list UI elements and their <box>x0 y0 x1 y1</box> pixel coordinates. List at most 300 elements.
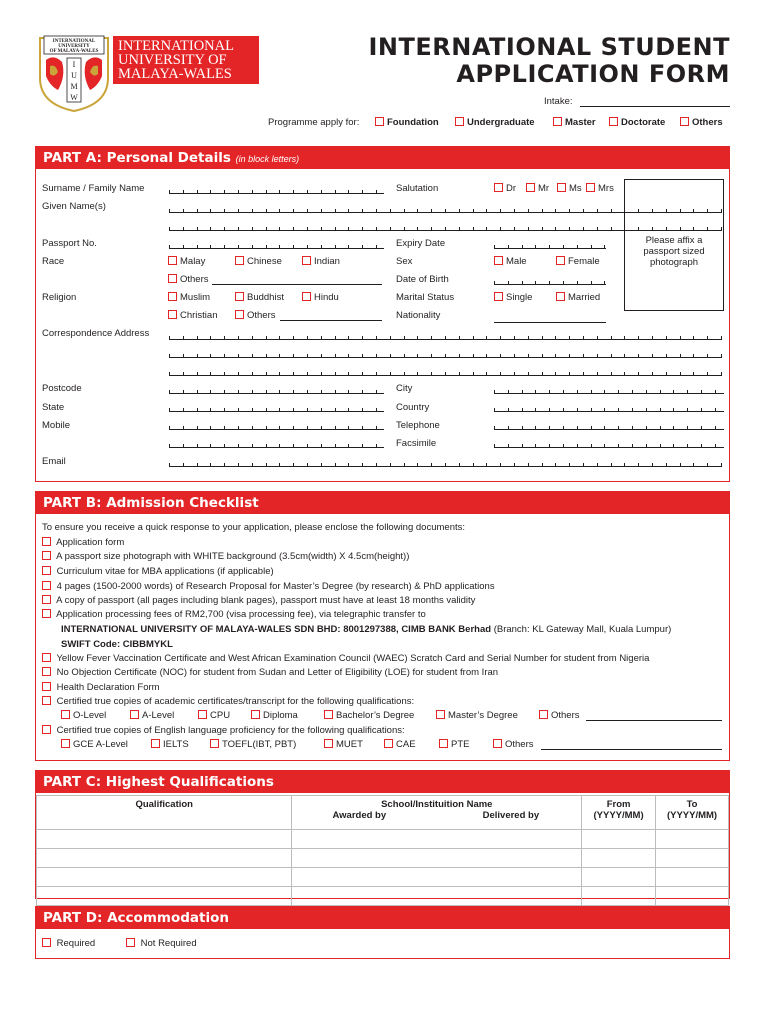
comb-tick <box>660 426 661 430</box>
comb-tick <box>528 463 529 467</box>
comb-tick <box>210 227 211 231</box>
comb-tick <box>169 227 170 231</box>
comb-tick <box>445 227 446 231</box>
comb-tick <box>445 354 446 358</box>
comb-tick <box>500 354 501 358</box>
programme-doctorate[interactable] <box>609 117 665 128</box>
comb-tick <box>528 209 529 213</box>
comb-tick <box>169 390 170 394</box>
facsimile-field[interactable] <box>494 447 724 448</box>
comb-tick <box>624 336 625 340</box>
checkbox-icon[interactable] <box>553 117 562 126</box>
school-cell[interactable] <box>292 849 582 868</box>
checkbox-icon[interactable] <box>61 710 70 719</box>
col-from-format: (YYYY/MM) <box>593 810 644 821</box>
marital-married[interactable] <box>556 292 600 303</box>
checklist-item[interactable] <box>42 653 649 664</box>
comb-tick <box>555 227 556 231</box>
col-to-label: To <box>686 799 698 810</box>
academic-bachelor[interactable] <box>324 710 414 721</box>
checkbox-icon[interactable] <box>494 256 503 265</box>
checkbox-icon[interactable] <box>436 710 445 719</box>
checkbox-icon[interactable] <box>42 595 51 604</box>
comb-tick <box>569 227 570 231</box>
checkbox-icon[interactable] <box>42 682 51 691</box>
checkbox-icon[interactable] <box>556 292 565 301</box>
academic-alevel[interactable] <box>130 710 174 721</box>
comb-tick <box>486 227 487 231</box>
comb-tick <box>197 336 198 340</box>
accommodation-not-required[interactable] <box>126 938 197 949</box>
comb-tick <box>348 390 349 394</box>
comb-tick <box>632 408 633 412</box>
comb-tick <box>307 354 308 358</box>
comb-tick <box>486 354 487 358</box>
comb-tick <box>307 463 308 467</box>
comb-tick <box>390 227 391 231</box>
state-field[interactable] <box>169 411 384 412</box>
programme-master[interactable] <box>553 117 596 128</box>
comb-tick <box>473 354 474 358</box>
nationality-field[interactable] <box>494 322 606 323</box>
comb-tick <box>680 372 681 376</box>
nationality-label: Nationality <box>396 310 441 321</box>
comb-tick <box>376 463 377 467</box>
checkbox-icon[interactable] <box>168 274 177 283</box>
comb-tick <box>577 444 578 448</box>
seal-letter-i: I <box>72 60 76 69</box>
comb-tick <box>535 245 536 249</box>
postcode-field[interactable] <box>169 393 384 394</box>
comb-tick <box>210 426 211 430</box>
checkbox-icon[interactable] <box>42 653 51 662</box>
wordmark-line-2: UNIVERSITY OF <box>118 52 227 68</box>
school-cell[interactable] <box>292 887 582 906</box>
comb-tick <box>652 372 653 376</box>
religion-buddhist[interactable] <box>235 292 284 303</box>
comb-tick <box>321 190 322 194</box>
checkbox-icon[interactable] <box>494 183 503 192</box>
comb-tick <box>224 372 225 376</box>
checkbox-icon[interactable] <box>455 117 464 126</box>
checkbox-icon[interactable] <box>126 938 135 947</box>
comb-tick <box>348 209 349 213</box>
academic-cpu[interactable] <box>198 710 230 721</box>
table-row[interactable] <box>37 887 729 906</box>
comb-tick <box>197 426 198 430</box>
comb-tick <box>680 336 681 340</box>
comb-tick <box>376 444 377 448</box>
passport-field[interactable] <box>169 248 384 249</box>
checkbox-icon[interactable] <box>302 256 311 265</box>
comb-tick <box>376 372 377 376</box>
comb-tick <box>197 354 198 358</box>
academic-diploma[interactable] <box>251 710 298 721</box>
comb-tick <box>197 372 198 376</box>
comb-tick <box>335 426 336 430</box>
academic-olevel-label: O-Level <box>73 710 107 721</box>
part-d-header: PART D: Accommodation <box>36 907 729 929</box>
comb-tick <box>183 372 184 376</box>
comb-tick <box>362 336 363 340</box>
wordmark-line-3: MALAYA-WALES <box>118 66 232 82</box>
comb-tick <box>348 245 349 249</box>
race-others[interactable] <box>168 274 209 285</box>
comb-tick <box>183 390 184 394</box>
salutation-mr[interactable] <box>526 183 549 194</box>
checkbox-icon[interactable] <box>198 710 207 719</box>
comb-tick <box>169 408 170 412</box>
comb-tick <box>494 408 495 412</box>
comb-tick <box>522 390 523 394</box>
checkbox-icon[interactable] <box>42 667 51 676</box>
programme-undergraduate[interactable] <box>455 117 535 128</box>
academic-others-field[interactable] <box>586 720 722 721</box>
checkbox-icon[interactable] <box>235 256 244 265</box>
comb-tick <box>279 354 280 358</box>
race-indian[interactable] <box>302 256 340 267</box>
comb-tick <box>210 390 211 394</box>
comb-tick <box>459 463 460 467</box>
comb-tick <box>508 408 509 412</box>
comb-tick <box>486 336 487 340</box>
comb-tick <box>660 408 661 412</box>
comb-tick <box>500 372 501 376</box>
checkbox-icon[interactable] <box>42 537 51 546</box>
checkbox-icon[interactable] <box>151 739 160 748</box>
religion-muslim[interactable] <box>168 292 210 303</box>
table-row[interactable] <box>37 830 729 849</box>
comb-tick <box>238 408 239 412</box>
checklist-item[interactable] <box>42 551 409 562</box>
comb-tick <box>494 390 495 394</box>
checkbox-icon[interactable] <box>168 292 177 301</box>
comb-tick <box>486 209 487 213</box>
religion-hindu-label: Hindu <box>314 292 339 303</box>
col-awarded-by: Awarded by <box>332 810 387 821</box>
english-gce[interactable] <box>61 739 128 750</box>
from-cell[interactable] <box>582 887 656 906</box>
comb-tick <box>597 209 598 213</box>
intake-field[interactable] <box>580 106 730 107</box>
comb-tick <box>555 209 556 213</box>
comb-tick <box>632 444 633 448</box>
comb-tick <box>638 354 639 358</box>
english-muet[interactable] <box>324 739 363 750</box>
checkbox-icon[interactable] <box>168 310 177 319</box>
col-school <box>292 796 582 830</box>
col-from <box>582 796 656 830</box>
academic-alevel-label: A-Level <box>142 710 175 721</box>
accommodation-required[interactable] <box>42 938 95 949</box>
comb-tick <box>611 354 612 358</box>
table-row[interactable] <box>37 868 729 887</box>
comb-tick <box>307 190 308 194</box>
checkbox-icon[interactable] <box>494 292 503 301</box>
qualification-cell[interactable] <box>37 830 292 849</box>
comb-tick <box>321 336 322 340</box>
comb-tick <box>666 336 667 340</box>
comb-tick <box>252 426 253 430</box>
qualification-cell[interactable] <box>37 887 292 906</box>
checklist-item[interactable] <box>42 537 124 548</box>
comb-tick <box>293 336 294 340</box>
checkbox-icon[interactable] <box>384 739 393 748</box>
checkbox-icon[interactable] <box>375 117 384 126</box>
race-label: Race <box>42 256 65 267</box>
english-toefl[interactable] <box>210 739 296 750</box>
comb-tick <box>404 372 405 376</box>
comb-tick <box>549 426 550 430</box>
comb-tick <box>597 463 598 467</box>
surname-field[interactable] <box>169 193 384 194</box>
checkbox-icon[interactable] <box>609 117 618 126</box>
checklist-item[interactable] <box>42 682 160 693</box>
salutation-ms[interactable] <box>557 183 582 194</box>
checkbox-icon[interactable] <box>539 710 548 719</box>
comb-tick <box>376 190 377 194</box>
checkbox-icon[interactable] <box>493 739 502 748</box>
mobile-field-1[interactable] <box>169 429 384 430</box>
checkbox-icon[interactable] <box>302 292 311 301</box>
to-cell[interactable] <box>656 868 729 887</box>
comb-tick <box>611 227 612 231</box>
checkbox-icon[interactable] <box>42 551 51 560</box>
comb-tick <box>542 372 543 376</box>
checkbox-icon[interactable] <box>42 609 51 618</box>
checklist-item[interactable] <box>42 609 426 620</box>
comb-tick <box>715 444 716 448</box>
comb-tick <box>563 444 564 448</box>
to-cell[interactable] <box>656 849 729 868</box>
english-cae[interactable] <box>384 739 416 750</box>
comb-tick <box>431 354 432 358</box>
comb-tick <box>362 354 363 358</box>
salutation-mrs[interactable] <box>586 183 614 194</box>
english-ielts[interactable] <box>151 739 189 750</box>
photo-instructions: Please affix a passport sized photograph <box>643 235 705 268</box>
checkbox-icon[interactable] <box>42 696 51 705</box>
comb-tick <box>563 390 564 394</box>
comb-tick <box>252 336 253 340</box>
english-pte[interactable] <box>439 739 469 750</box>
qualification-cell[interactable] <box>37 849 292 868</box>
religion-others-field[interactable] <box>280 320 382 321</box>
comb-tick <box>577 245 578 249</box>
comb-tick <box>431 336 432 340</box>
checkbox-icon[interactable] <box>251 710 260 719</box>
comb-tick <box>210 408 211 412</box>
comb-tick <box>238 190 239 194</box>
school-cell[interactable] <box>292 868 582 887</box>
part-b-header: PART B: Admission Checklist <box>36 492 729 514</box>
comb-tick <box>577 281 578 285</box>
checkbox-icon[interactable] <box>526 183 535 192</box>
comb-tick <box>604 426 605 430</box>
comb-tick <box>721 354 722 358</box>
comb-tick <box>390 354 391 358</box>
checklist-item[interactable] <box>42 696 414 707</box>
comb-tick <box>376 390 377 394</box>
comb-tick <box>321 463 322 467</box>
comb-tick <box>632 390 633 394</box>
checklist-item-label: Certified true copies of academic certificates/transcript for the following qualifications: <box>56 696 415 707</box>
comb-tick <box>376 426 377 430</box>
checkbox-icon[interactable] <box>324 739 333 748</box>
school-cell[interactable] <box>292 830 582 849</box>
english-others-label: Others <box>505 739 534 750</box>
checkbox-icon[interactable] <box>61 739 70 748</box>
comb-tick <box>183 245 184 249</box>
comb-tick <box>652 336 653 340</box>
part-d-section <box>35 906 730 959</box>
checkbox-icon[interactable] <box>557 183 566 192</box>
checklist-item-label: Certified true copies of English language proficiency for the following qualifications: <box>56 725 405 736</box>
comb-tick <box>238 209 239 213</box>
expiry-field[interactable] <box>494 248 606 249</box>
comb-tick <box>183 190 184 194</box>
comb-tick <box>445 336 446 340</box>
checkbox-icon[interactable] <box>556 256 565 265</box>
checklist-item[interactable] <box>42 566 274 577</box>
comb-tick <box>224 426 225 430</box>
comb-tick <box>666 354 667 358</box>
religion-hindu[interactable] <box>302 292 339 303</box>
comb-tick <box>307 209 308 213</box>
comb-tick <box>514 209 515 213</box>
comb-tick <box>417 463 418 467</box>
telephone-field[interactable] <box>494 429 724 430</box>
comb-tick <box>266 463 267 467</box>
checkbox-icon[interactable] <box>235 310 244 319</box>
comb-tick <box>266 209 267 213</box>
race-others-label: Others <box>180 274 209 285</box>
english-others[interactable] <box>493 739 534 750</box>
english-others-field[interactable] <box>541 749 722 750</box>
comb-tick <box>169 354 170 358</box>
comb-tick <box>597 372 598 376</box>
to-cell[interactable] <box>656 887 729 906</box>
checklist-item[interactable] <box>42 581 495 592</box>
comb-tick <box>611 336 612 340</box>
comb-tick <box>417 336 418 340</box>
checkbox-icon[interactable] <box>130 710 139 719</box>
comb-tick <box>224 408 225 412</box>
checkbox-icon[interactable] <box>42 725 51 734</box>
race-chinese[interactable] <box>235 256 282 267</box>
comb-tick <box>376 209 377 213</box>
from-cell[interactable] <box>582 868 656 887</box>
to-cell[interactable] <box>656 830 729 849</box>
comb-tick <box>646 444 647 448</box>
comb-tick <box>279 390 280 394</box>
from-cell[interactable] <box>582 830 656 849</box>
salutation-dr[interactable] <box>494 183 516 194</box>
comb-tick <box>528 336 529 340</box>
checklist-item[interactable] <box>42 667 498 678</box>
qualifications-table <box>36 795 729 906</box>
comb-tick <box>569 336 570 340</box>
checklist-item-english[interactable] <box>42 725 405 736</box>
race-others-field[interactable] <box>212 284 382 285</box>
comb-tick <box>307 408 308 412</box>
checkbox-icon[interactable] <box>439 739 448 748</box>
comb-tick <box>279 336 280 340</box>
comb-tick <box>348 463 349 467</box>
comb-tick <box>597 354 598 358</box>
comb-tick <box>431 227 432 231</box>
comb-tick <box>473 463 474 467</box>
race-chinese-label: Chinese <box>247 256 282 267</box>
comb-tick <box>252 463 253 467</box>
checkbox-icon[interactable] <box>586 183 595 192</box>
comb-tick <box>293 245 294 249</box>
checkbox-icon[interactable] <box>324 710 333 719</box>
checkbox-icon[interactable] <box>42 566 51 575</box>
comb-tick <box>522 426 523 430</box>
comb-tick <box>417 372 418 376</box>
programme-doctorate-label: Doctorate <box>621 117 666 128</box>
comb-tick <box>335 245 336 249</box>
religion-christian-label: Christian <box>180 310 218 321</box>
checklist-item[interactable] <box>42 595 475 606</box>
comb-tick <box>591 426 592 430</box>
race-malay[interactable] <box>168 256 205 267</box>
academic-olevel[interactable] <box>61 710 106 721</box>
religion-others[interactable] <box>235 310 276 321</box>
comb-tick <box>238 463 239 467</box>
comb-tick <box>701 426 702 430</box>
comb-tick <box>618 444 619 448</box>
comb-tick <box>660 444 661 448</box>
table-row[interactable] <box>37 849 729 868</box>
comb-tick <box>362 209 363 213</box>
comb-tick <box>569 209 570 213</box>
qualification-cell[interactable] <box>37 868 292 887</box>
comb-tick <box>555 463 556 467</box>
programme-others[interactable] <box>680 117 723 128</box>
academic-master[interactable] <box>436 710 518 721</box>
comb-tick <box>293 190 294 194</box>
comb-tick <box>183 227 184 231</box>
from-cell[interactable] <box>582 849 656 868</box>
sex-male[interactable] <box>494 256 527 267</box>
checklist-intro: To ensure you receive a quick response to your application, please enclose the following documents: <box>42 522 466 533</box>
comb-tick <box>376 227 377 231</box>
checkbox-icon[interactable] <box>42 938 51 947</box>
checkbox-icon[interactable] <box>680 117 689 126</box>
city-field[interactable] <box>494 393 724 394</box>
sex-female[interactable] <box>556 256 600 267</box>
checkbox-icon[interactable] <box>235 292 244 301</box>
dob-field[interactable] <box>494 284 606 285</box>
checkbox-icon[interactable] <box>210 739 219 748</box>
checkbox-icon[interactable] <box>168 256 177 265</box>
programme-foundation[interactable] <box>375 117 439 128</box>
form-title-line-2: APPLICATION FORM <box>456 60 730 88</box>
checkbox-icon[interactable] <box>42 581 51 590</box>
comb-tick <box>238 336 239 340</box>
religion-christian[interactable] <box>168 310 218 321</box>
country-field[interactable] <box>494 411 724 412</box>
academic-others[interactable] <box>539 710 580 721</box>
marital-single[interactable] <box>494 292 532 303</box>
comb-tick <box>514 372 515 376</box>
comb-tick <box>577 390 578 394</box>
comb-tick <box>604 245 605 249</box>
mobile-field-2[interactable] <box>169 447 384 448</box>
comb-tick <box>252 354 253 358</box>
